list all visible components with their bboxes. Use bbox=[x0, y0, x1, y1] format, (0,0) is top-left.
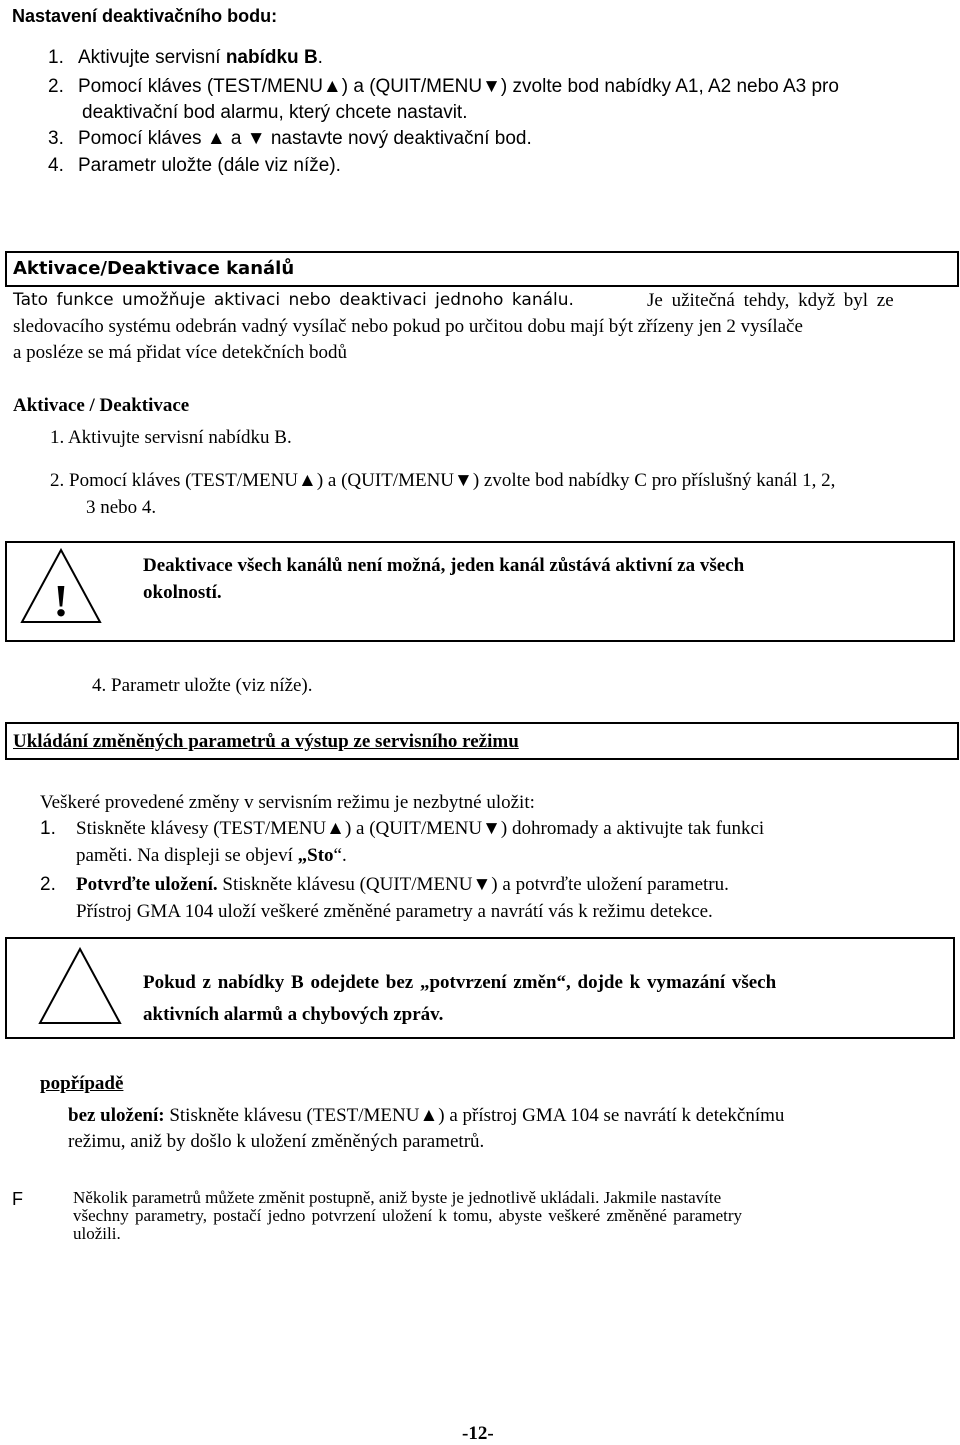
paragraph-line: Je užitečná tehdy, když byl ze bbox=[647, 290, 894, 311]
list-item-continuation: paměti. Na displeji se objeví „Sto“. bbox=[76, 845, 347, 866]
list-item: 4. Parametr uložte (dále viz níže). bbox=[48, 155, 341, 176]
paragraph-line: bez uložení: Stiskněte klávesu (TEST/MENU▲) a přístroj GMA 104 se navrátí k detekčnímu bbox=[68, 1105, 785, 1126]
paragraph-line: a posléze se má přidat více detekčních bodů bbox=[13, 342, 347, 363]
list-item-continuation: Přístroj GMA 104 uloží veškeré změněné parametry a navrátí vás k režimu detekce. bbox=[76, 901, 713, 922]
paragraph-line: sledovacího systému odebrán vadný vysílač nebo pokud po určitou dobu mají být zřízeny jen 2 vysílače bbox=[13, 316, 803, 337]
paragraph-line: Tato funkce umožňuje aktivaci nebo deaktivaci jednoho kanálu. bbox=[13, 290, 574, 310]
exclamation-mark: ! bbox=[53, 575, 69, 624]
subheading: Aktivace / Deaktivace bbox=[13, 395, 190, 416]
warning-text-line: aktivních alarmů a chybových zpráv. bbox=[143, 1004, 444, 1025]
list-item: 4. Parametr uložte (viz níže). bbox=[92, 675, 313, 696]
note-line: všechny parametry, postačí jedno potvrzení uložení k tomu, abyste veškeré změněné parametry bbox=[73, 1206, 743, 1225]
warning-text-line: Pokud z nabídky B odejdete bez „potvrzení změn“, dojde k vymazání všech bbox=[143, 972, 777, 993]
list-item: 3. Pomocí kláves ▲ a ▼ nastavte nový deaktivační bod. bbox=[48, 128, 532, 149]
alt-heading: popřípadě bbox=[40, 1073, 124, 1094]
list-item: 2. Potvrďte uložení. Stiskněte klávesu (QUIT/MENU▼) a potvrďte uložení parametru. bbox=[40, 874, 729, 895]
note-marker: F bbox=[12, 1189, 23, 1209]
list-item: 1. Aktivujte servisní nabídku B. bbox=[50, 427, 292, 448]
paragraph-line: režimu, aniž by došlo k uložení změněných parametrů. bbox=[68, 1131, 485, 1152]
warning-text-line: Deaktivace všech kanálů není možná, jeden kanál zůstává aktivní za všech bbox=[143, 555, 745, 576]
warning-icon bbox=[20, 548, 102, 624]
list-item: 2. Pomocí kláves (TEST/MENU▲) a (QUIT/MENU▼) zvolte bod nabídky C pro příslušný kanál 1, 2, bbox=[50, 470, 836, 491]
note-line: uložili. bbox=[73, 1224, 121, 1243]
section-title: Nastavení deaktivačního bodu: bbox=[12, 6, 278, 26]
paragraph-line: Veškeré provedené změny v servisním režimu je nezbytné uložit: bbox=[40, 792, 535, 813]
warning-icon bbox=[38, 947, 122, 1025]
list-item: 1. Aktivujte servisní nabídku B. bbox=[48, 47, 323, 68]
save-heading: Ukládání změněných parametrů a výstup ze servisního režimu bbox=[13, 731, 519, 752]
list-item-continuation: deaktivační bod alarmu, který chcete nastavit. bbox=[82, 102, 468, 123]
page-number: -12- bbox=[462, 1423, 494, 1444]
channels-heading: Aktivace/Deaktivace kanálů bbox=[13, 258, 295, 279]
warning-text-line: okolností. bbox=[143, 582, 222, 603]
list-item-continuation: 3 nebo 4. bbox=[86, 497, 157, 518]
list-item: 1. Stiskněte klávesy (TEST/MENU▲) a (QUIT/MENU▼) dohromady a aktivujte tak funkci bbox=[40, 818, 765, 839]
list-item: 2. Pomocí kláves (TEST/MENU▲) a (QUIT/MENU▼) zvolte bod nabídky A1, A2 nebo A3 pro bbox=[48, 76, 839, 97]
note-line: Několik parametrů můžete změnit postupně, aniž byste je jednotlivě ukládali. Jakmile nastavíte bbox=[73, 1188, 722, 1207]
